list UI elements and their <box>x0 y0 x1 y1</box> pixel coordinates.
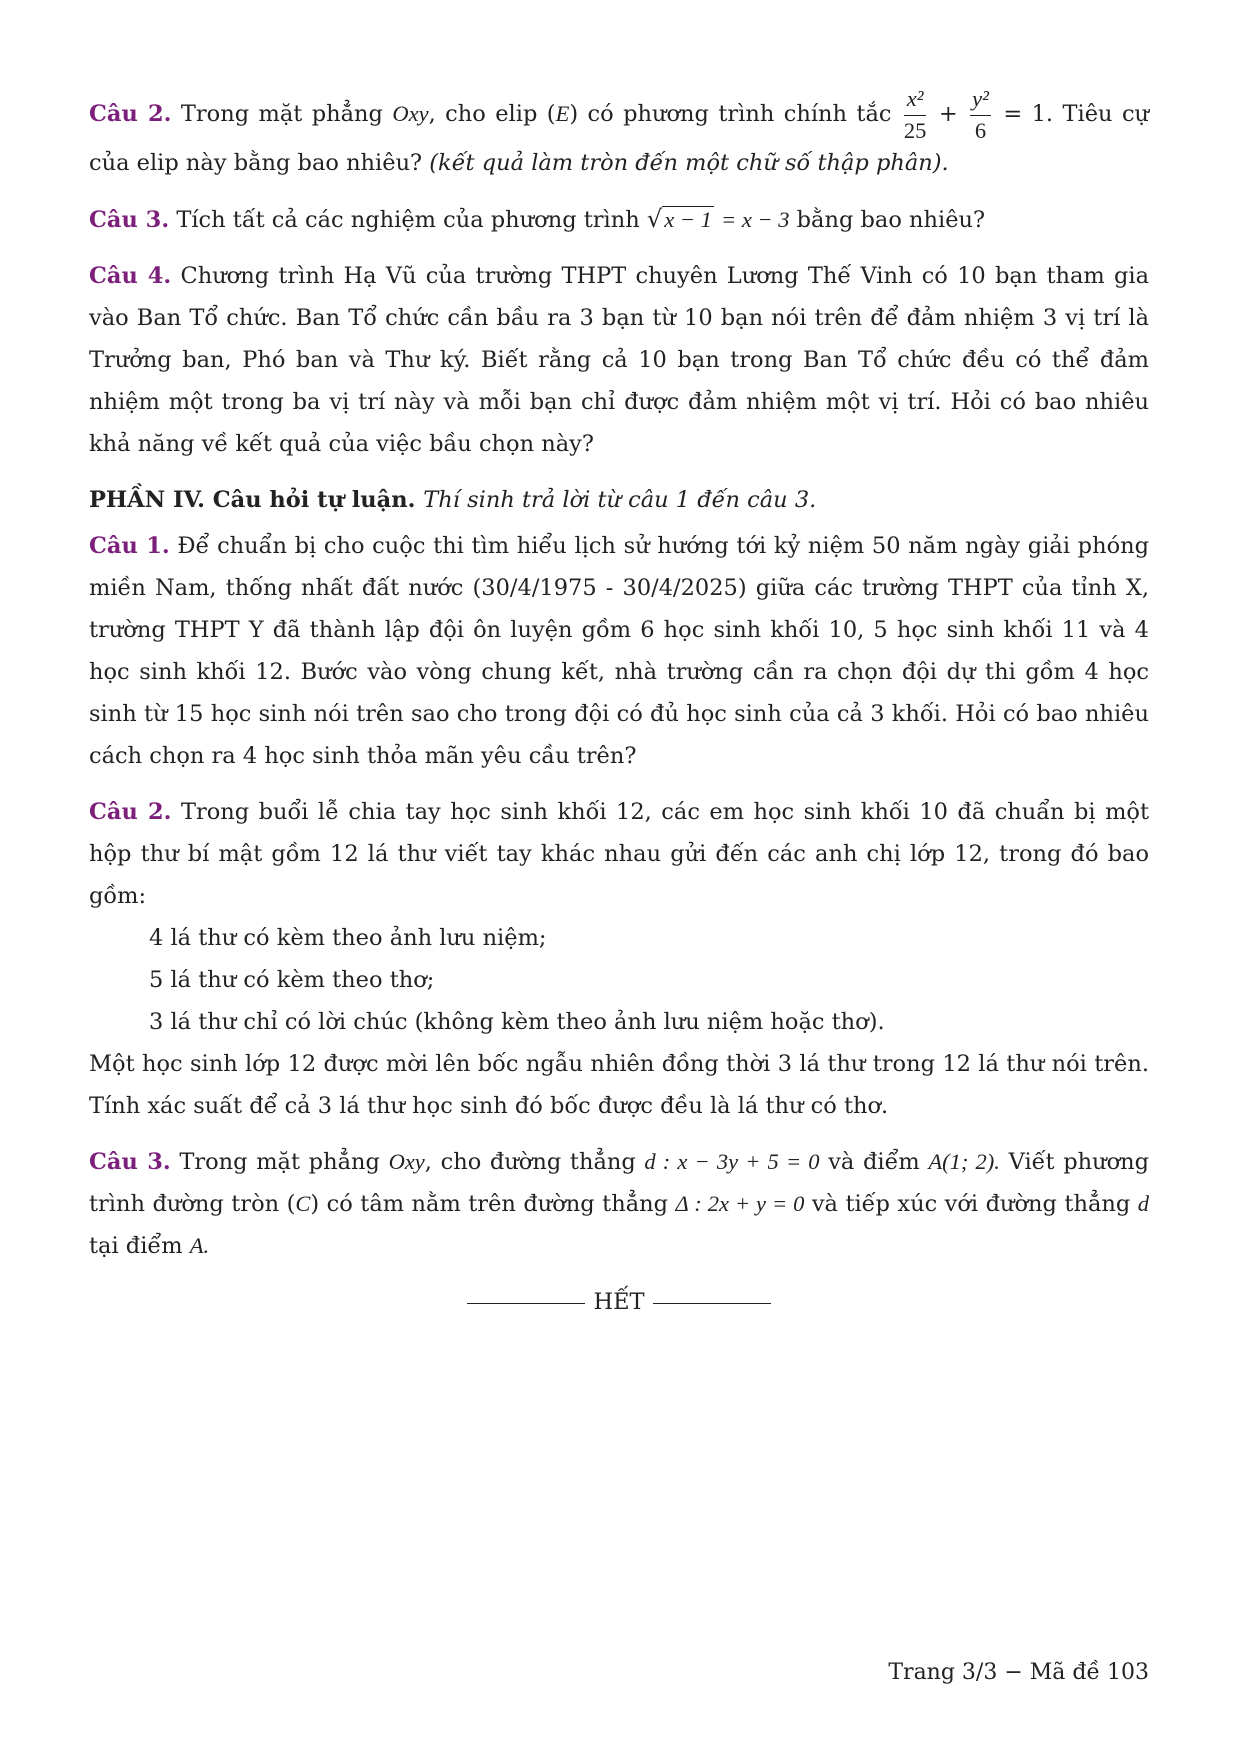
math-var: Oxy <box>392 101 429 126</box>
fraction-x2-25 <box>904 88 927 142</box>
question-label: Câu 3. <box>89 207 170 233</box>
question-text: Chương trình Hạ Vũ của trường THPT chuyên Lương Thế Vinh có 10 bạn tham gia vào Ban Tổ chức. Ban Tổ chức cần bầu ra 3 bạn từ 10 bạn nói trên để đảm nhiệm 3 vị trí là Trưởng ban, Phó ban và Thư ký. Biết rằng cả 10 bạn trong Ban Tổ chức đều có thể đảm nhiệm một trong ba vị trí này và mỗi bạn chỉ được đảm nhiệm một vị trí. Hỏi có bao nhiêu khả năng về kết quả của việc bầu chọn này? <box>89 263 1149 457</box>
math-line-d: d : x − 3y + 5 = 0 <box>644 1149 820 1174</box>
section-title: PHẦN IV. Câu hỏi tự luận. <box>89 487 416 513</box>
question-text: và tiếp xúc với đường thẳng <box>811 1191 1131 1217</box>
question-label: Câu 2. <box>89 799 172 825</box>
fraction-denominator: 6 <box>974 117 987 143</box>
question-text: Tiêu cự của elip này bằng bao nhiêu? <box>89 101 1150 176</box>
question-text: ) có phương trình chính tắc <box>569 101 892 127</box>
fraction-numerator: y² <box>970 88 991 116</box>
question-text: và điểm <box>828 1149 920 1175</box>
math-var: C <box>295 1191 311 1216</box>
math-equals: = 1. <box>1003 101 1054 127</box>
math-rhs: = x − 3 <box>721 207 790 232</box>
fraction-y2-6 <box>970 88 991 142</box>
question-text: Trong mặt phẳng <box>179 1149 380 1175</box>
math-var: A. <box>189 1233 210 1258</box>
question-4-1 <box>89 525 1149 777</box>
question-text: , cho elip ( <box>428 101 556 127</box>
list-item: 4 lá thư có kèm theo ảnh lưu niệm; <box>149 925 547 951</box>
math-line-delta: Δ : 2x + y = 0 <box>675 1191 805 1216</box>
divider <box>653 1303 771 1304</box>
exam-page <box>89 88 1149 1323</box>
question-text: , cho đường thẳng <box>424 1149 636 1175</box>
question-label: Câu 1. <box>89 533 170 559</box>
question-3-3 <box>89 198 1149 241</box>
end-text: HẾT <box>593 1289 645 1315</box>
question-4-2 <box>89 791 1149 917</box>
question-4-3 <box>89 1141 1149 1267</box>
math-operator: + <box>938 101 958 127</box>
list-item: 5 lá thư có kèm theo thơ; <box>149 967 435 993</box>
math-var: d <box>1137 1191 1149 1216</box>
math-var: E <box>555 101 570 126</box>
question-label: Câu 3. <box>89 1149 171 1175</box>
question-4-2-continuation: Một học sinh lớp 12 được mời lên bốc ngẫu nhiên đồng thời 3 lá thư trong 12 lá thư nói trên. Tính xác suất để cả 3 lá thư học sinh đó bốc được đều là lá thư có thơ. <box>89 1051 1149 1119</box>
section-instruction: Thí sinh trả lời từ câu 1 đến câu 3. <box>423 487 817 513</box>
question-label: Câu 4. <box>89 263 172 289</box>
question-3-4 <box>89 255 1149 465</box>
question-label: Câu 2. <box>89 101 172 127</box>
page-footer: Trang 3/3 − Mã đề 103 <box>888 1660 1149 1685</box>
question-text: Viết phương trình đường tròn ( <box>89 1149 1150 1217</box>
question-text: Để chuẩn bị cho cuộc thi tìm hiểu lịch sử hướng tới kỷ niệm 50 năm ngày giải phóng miền Nam, thống nhất đất nước (30/4/1975 - 30/4/2025) giữa các trường THPT của tỉnh X, trường THPT Y đã thành lập đội ôn luyện gồm 6 học sinh khối 10, 5 học sinh khối 11 và 4 học sinh khối 12. Bước vào vòng chung kết, nhà trường cần ra chọn đội dự thi gồm 4 học sinh từ 15 học sinh nói trên sao cho trong đội có đủ học sinh của cả 3 khối. Hỏi có bao nhiêu cách chọn ra 4 học sinh thỏa mãn yêu cầu trên? <box>89 533 1150 769</box>
question-text: Trong buổi lễ chia tay học sinh khối 12, các em học sinh khối 10 đã chuẩn bị một hộp thư bí mật gồm 12 lá thư viết tay khác nhau gửi đến các anh chị lớp 12, trong đó bao gồm: <box>89 799 1149 909</box>
divider <box>467 1303 585 1304</box>
question-text: Tích tất cả các nghiệm của phương trình <box>176 207 640 233</box>
end-marker <box>89 1281 1149 1323</box>
question-3-2 <box>89 88 1149 184</box>
fraction-numerator: x² <box>904 88 927 116</box>
question-text: Trong mặt phẳng <box>180 101 383 127</box>
sqrt-expression: √x − 1 <box>646 205 712 233</box>
question-text: tại điểm <box>89 1233 183 1259</box>
sqrt-content: x − 1 <box>664 207 712 232</box>
fraction-denominator: 25 <box>903 117 927 143</box>
math-var: Oxy <box>388 1149 425 1174</box>
question-text: bằng bao nhiêu? <box>796 207 986 233</box>
question-note: (kết quả làm tròn đến một chữ số thập phân). <box>429 150 949 176</box>
list-item: 3 lá thư chỉ có lời chúc (không kèm theo ảnh lưu niệm hoặc thơ). <box>149 1009 885 1035</box>
math-point-a: A(1; 2). <box>928 1149 1000 1174</box>
question-text: ) có tâm nằm trên đường thẳng <box>310 1191 669 1217</box>
section-heading <box>89 479 1149 521</box>
